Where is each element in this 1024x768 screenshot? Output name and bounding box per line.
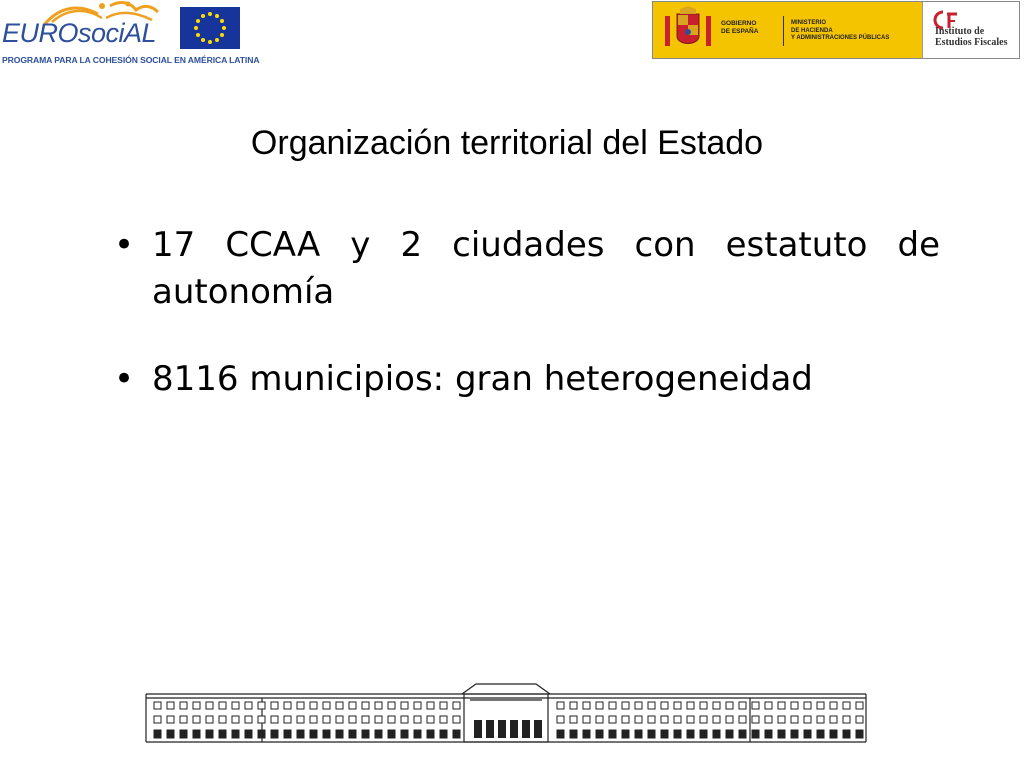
building-window: [401, 716, 408, 723]
building-window: [830, 702, 837, 709]
building-window: [193, 716, 200, 723]
building-window: [752, 702, 759, 709]
building-window: [817, 702, 824, 709]
instituto-text: Instituto de Estudios Fiscales: [935, 26, 1008, 48]
eurosocial-logo: [0, 0, 260, 70]
building-window: [219, 702, 226, 709]
building-window: [180, 716, 187, 723]
building-window: [245, 730, 252, 738]
building-window: [440, 730, 447, 738]
building-window: [648, 702, 655, 709]
building-door: [486, 720, 494, 738]
building-window: [297, 730, 304, 738]
building-window: [843, 702, 850, 709]
building-window: [271, 716, 278, 723]
gobierno-text: GOBIERNO DE ESPAÑA: [721, 20, 759, 35]
building-window: [700, 716, 707, 723]
building-window: [622, 716, 629, 723]
building-window: [843, 730, 850, 738]
building-window: [232, 730, 239, 738]
building-drawing-icon: [144, 680, 868, 746]
building-window: [687, 702, 694, 709]
building-window: [765, 716, 772, 723]
building-window: [752, 730, 759, 738]
building-window: [154, 730, 161, 738]
building-window: [674, 730, 681, 738]
building-window: [362, 730, 369, 738]
building-window: [830, 730, 837, 738]
building-window: [791, 716, 798, 723]
building-window: [388, 730, 395, 738]
bullet-item: [114, 356, 940, 403]
building-window: [284, 716, 291, 723]
building-window: [271, 730, 278, 738]
building-window: [232, 716, 239, 723]
building-window: [414, 730, 421, 738]
building-window: [154, 702, 161, 709]
building-window: [804, 716, 811, 723]
building-window: [700, 702, 707, 709]
building-window: [674, 716, 681, 723]
building-window: [609, 730, 616, 738]
building-window: [258, 702, 265, 709]
building-window: [765, 730, 772, 738]
building-window: [713, 702, 720, 709]
building-window: [661, 716, 668, 723]
building-window: [583, 702, 590, 709]
building-window: [557, 730, 564, 738]
building-window: [648, 730, 655, 738]
building-window: [570, 716, 577, 723]
building-window: [258, 730, 265, 738]
building-window: [401, 730, 408, 738]
building-window: [856, 702, 863, 709]
building-window: [310, 730, 317, 738]
building-window: [661, 702, 668, 709]
building-window: [414, 716, 421, 723]
building-window: [219, 730, 226, 738]
building-window: [635, 730, 642, 738]
bullet-text: 17 CCAA y 2 ciudades con estatuto de autonomía: [152, 225, 940, 312]
bullet-text: 8116 municipios: gran heterogeneidad: [152, 359, 813, 399]
building-window: [804, 730, 811, 738]
eurosocial-tagline: PROGRAMA PARA LA COHESIÓN SOCIAL EN AMÉRICA LATINA: [2, 55, 260, 65]
bullet-glyph: •: [114, 225, 135, 265]
building-window: [375, 716, 382, 723]
building-window: [661, 730, 668, 738]
building-window: [583, 730, 590, 738]
building-window: [388, 702, 395, 709]
building-window: [310, 716, 317, 723]
building-window: [258, 716, 265, 723]
building-window: [375, 730, 382, 738]
building-window: [804, 702, 811, 709]
building-window: [791, 730, 798, 738]
building-window: [583, 716, 590, 723]
building-window: [401, 702, 408, 709]
building-window: [609, 702, 616, 709]
building-window: [206, 730, 213, 738]
building-window: [440, 716, 447, 723]
building-window: [453, 730, 460, 738]
ief-logo: [922, 2, 1019, 58]
building-window: [180, 702, 187, 709]
building-window: [349, 716, 356, 723]
building-window: [713, 716, 720, 723]
building-window: [843, 716, 850, 723]
building-window: [362, 716, 369, 723]
building-window: [817, 730, 824, 738]
building-window: [154, 716, 161, 723]
building-window: [349, 730, 356, 738]
building-window: [739, 702, 746, 709]
building-window: [193, 730, 200, 738]
building-window: [206, 702, 213, 709]
building-window: [726, 702, 733, 709]
building-window: [427, 702, 434, 709]
building-window: [427, 730, 434, 738]
building-window: [427, 716, 434, 723]
building-window: [635, 702, 642, 709]
bullet-list: [114, 222, 940, 403]
building-window: [622, 730, 629, 738]
building-door: [510, 720, 518, 738]
building-door: [498, 720, 506, 738]
building-window: [180, 730, 187, 738]
building-window: [726, 716, 733, 723]
building-door: [522, 720, 530, 738]
building-window: [336, 702, 343, 709]
coat-of-arms-icon: [663, 6, 713, 54]
bullet-glyph: •: [114, 359, 135, 399]
building-door: [534, 720, 542, 738]
building-window: [791, 702, 798, 709]
gov-divider: [783, 16, 784, 46]
building-window: [310, 702, 317, 709]
header-logos: [0, 0, 1024, 80]
building-window: [830, 716, 837, 723]
building-window: [557, 702, 564, 709]
building-window: [453, 716, 460, 723]
bullet-item: [114, 222, 940, 316]
building-window: [232, 702, 239, 709]
building-window: [596, 702, 603, 709]
building-window: [778, 702, 785, 709]
building-window: [284, 702, 291, 709]
ministerio-text: MINISTERIO DE HACIENDA Y ADMINISTRACIONES PÚBLICAS: [791, 20, 890, 41]
building-window: [856, 716, 863, 723]
building-window: [713, 730, 720, 738]
building-window: [297, 716, 304, 723]
building-window: [674, 702, 681, 709]
building-window: [700, 730, 707, 738]
building-window: [726, 730, 733, 738]
building-window: [323, 716, 330, 723]
building-window: [440, 702, 447, 709]
building-window: [375, 702, 382, 709]
building-window: [739, 730, 746, 738]
building-window: [570, 702, 577, 709]
building-window: [778, 716, 785, 723]
building-window: [245, 716, 252, 723]
building-window: [752, 716, 759, 723]
building-window: [167, 716, 174, 723]
slide-title: Organización territorial del Estado: [250, 124, 764, 162]
building-window: [193, 702, 200, 709]
building-window: [596, 716, 603, 723]
building-window: [271, 702, 278, 709]
building-window: [687, 716, 694, 723]
building-window: [687, 730, 694, 738]
building-window: [570, 730, 577, 738]
building-window: [453, 702, 460, 709]
building-window: [284, 730, 291, 738]
building-window: [323, 702, 330, 709]
building-window: [297, 702, 304, 709]
gobierno-de-espana-logo: [652, 1, 1020, 59]
building-window: [167, 730, 174, 738]
building-window: [349, 702, 356, 709]
building-door: [474, 720, 482, 738]
building-window: [596, 730, 603, 738]
eurosocial-wordmark: EUROsociAL: [2, 18, 157, 48]
building-window: [167, 702, 174, 709]
building-window: [817, 716, 824, 723]
building-window: [622, 702, 629, 709]
building-window: [739, 716, 746, 723]
building-window: [219, 716, 226, 723]
building-window: [557, 716, 564, 723]
building-window: [765, 702, 772, 709]
eu-flag-icon: [180, 7, 240, 49]
building-window: [414, 702, 421, 709]
building-window: [648, 716, 655, 723]
building-window: [336, 730, 343, 738]
building-window: [609, 716, 616, 723]
building-window: [388, 716, 395, 723]
building-window: [323, 730, 330, 738]
building-window: [206, 716, 213, 723]
building-window: [336, 716, 343, 723]
building-window: [778, 730, 785, 738]
building-window: [362, 702, 369, 709]
building-window: [245, 702, 252, 709]
building-window: [635, 716, 642, 723]
building-window: [856, 730, 863, 738]
